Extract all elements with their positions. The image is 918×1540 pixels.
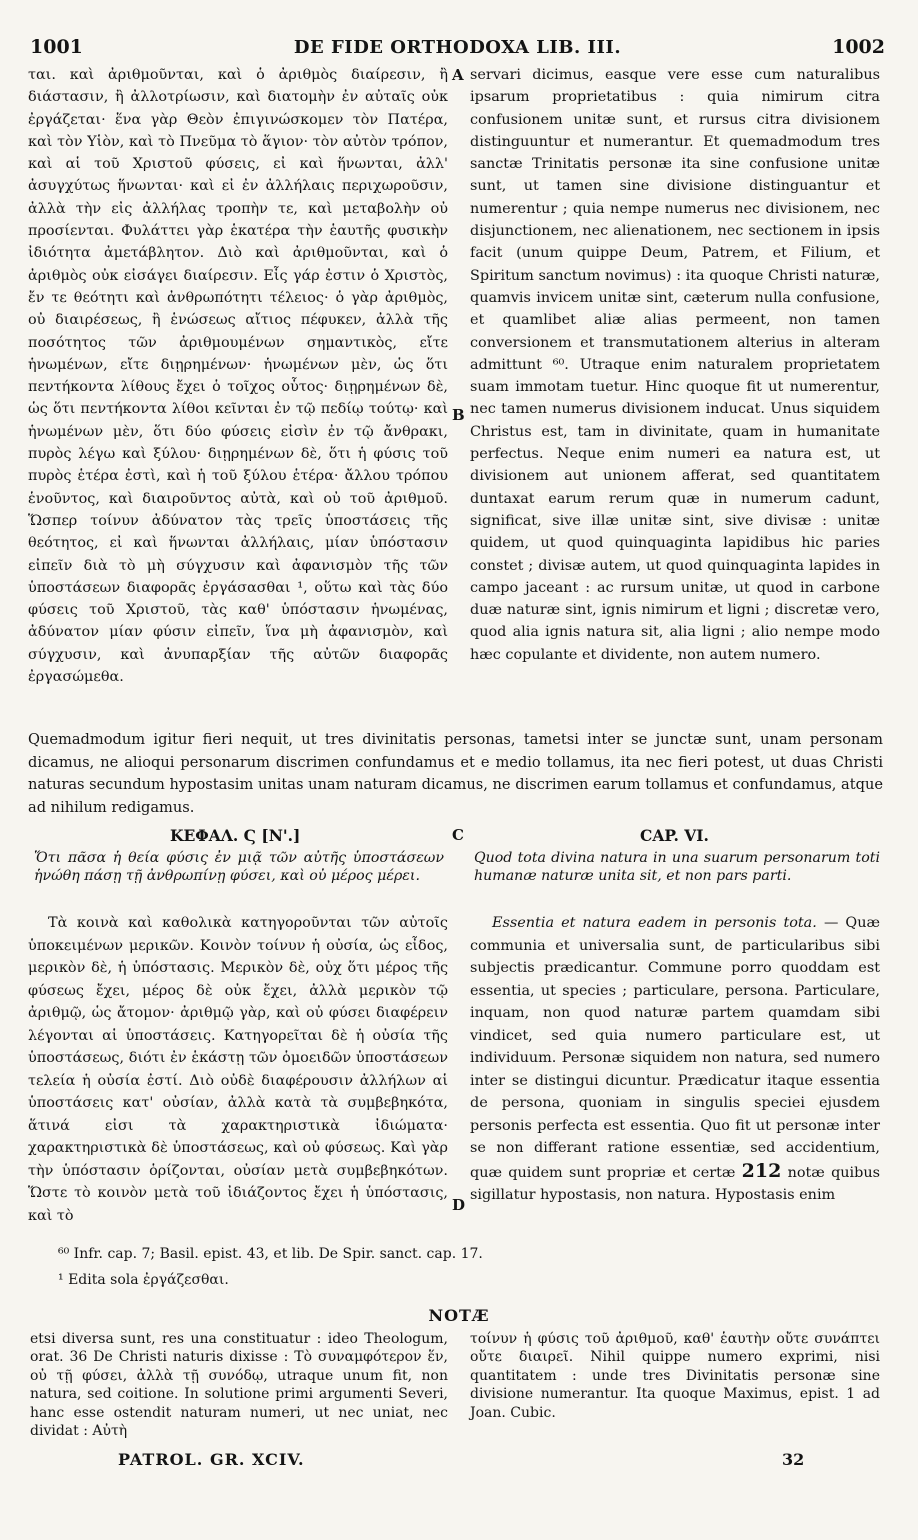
- right-page-number: 1002: [832, 36, 885, 58]
- latin-column-top: servari dicimus, easque vere esse cum naturalibus ipsarum proprietatibus : quia nimirum citra confusionem unitæ sunt, et rursus citra divisionem distinguuntur et numerantur. Et quemadmodum tres sanctæ Trinitatis personæ ita sine confusione unitæ sunt, ut tamen sine divisione distinguantur et numerentur ; quia nempe numerus nec divisionem, nec disjunctionem, nec alienationem, nec sectionem in ipsis facit (unum quippe Deum, Patrem, et Filium, et Spiritum sanctum novimus) : ita quoque Christi naturæ, quamvis invicem unitæ sint, cæterum nulla confusione, et quamlibet aliæ alias permeent, non tamen conversionem et transmutationem alterius in alteram admittunt ⁶⁰. Utraque enim naturalem proprietatem suam immotam tuetur. Hinc quoque fit ut numerentur, nec tamen numerus divisionem inducat. Unus siquidem Christus est, tam in divinitate, quam in humanitate perfectus. Neque enim numeri ea natura est, ut divisionem aut unionem afferat, sed quantitatem duntaxat earum rerum quæ in numerum cadunt, significat, sive illæ unitæ sint, sive divisæ : unitæ quidem, ut quod quinquaginta lapidibus hic paries constet ; divisæ autem, ut quod quinquaginta lapides in campo jaceant : ac rursum unitæ, ut quod in carbone duæ naturæ sint, ignis nimirum et ligni ; discretæ vero, quod alia ignis natura sit, alia ligni ; alio nempe modo hæc copulante et dividente, non autem numero.: [470, 67, 880, 663]
- latin-wide-paragraph: Quemadmodum igitur fieri nequit, ut tres divinitatis personas, tametsi inter se junctæ sunt, unam personam dicamus, ne alioqui personarum discrimen confundamus et e medio tollamus, ita nec fieri potest, ut duas Christi naturas secundum hypostasim unitas unam naturam dicamus, ne discrimen earum tollamus et confundamus, atque ad nihilum redigamus.: [28, 731, 883, 816]
- margin-marker-d: D: [452, 1196, 466, 1214]
- margin-marker-a: A: [452, 66, 464, 84]
- margin-marker-b: B: [452, 406, 465, 424]
- latin-body-part-b: notæ quibus sigillatur hypostasis, non natura. Hypostasis enim: [470, 1164, 881, 1203]
- running-header: [30, 36, 885, 62]
- greek-column-top: ται. καὶ ἀριθμοῦνται, καὶ ὁ ἀριθμὸς διαίρεσιν, ἢ διάστασιν, ἢ ἀλλοτρίωσιν, καὶ διατομὴν ἐν αὐταῖς οὐκ ἐργάζεται· ἕνα γὰρ Θεὸν ἐπιγινώσκομεν τὸν Πατέρα, καὶ τὸν Υἱὸν, καὶ τὸ Πνεῦμα τὸ ἅγιον· τὸν αὐτὸν τρόπον, καὶ αἱ τοῦ Χριστοῦ φύσεις, εἰ καὶ ἥνωνται, ἀλλ' ἀσυγχύτως ἥνωνται· καὶ εἰ ἐν ἀλλήλαις περιχωροῦσιν, ἀλλὰ τὴν εἰς ἀλλήλας τροπὴν τε, καὶ μεταβολὴν οὐ προσίενται. Φυλάττει γὰρ ἑκατέρα τὴν ἑαυτῆς φυσικὴν ἰδιότητα ἀμετάβλητον. Διὸ καὶ ἀριθμοῦνται, καὶ ὁ ἀριθμὸς οὐκ εἰσάγει διαίρεσιν. Εἷς γάρ ἐστιν ὁ Χριστὸς, ἔν τε θεότητι καὶ ἀνθρωπότητι τέλειος· ὁ γὰρ ἀριθμὸς, οὐ διαιρέσεως, ἢ ἑνώσεως αἴτιος πέφυκεν, ἀλλὰ τῆς ποσότητος τῶν ἀριθμουμένων σημαντικὸς, εἴτε ἡνωμένων, εἴτε διῃρημένων· ἡνωμένων μὲν, ὡς ὅτι πεντήκοντα λίθους ἔχει ὁ τοῖχος οὗτος· διῃρημένων δὲ, ὡς ὅτι πεντήκοντα λίθοι κεῖνται ἐν τῷ πεδίῳ τούτῳ· καὶ ἡνωμένων μὲν, ὅτι δύο φύσεις εἰσὶν ἐν τῷ ἄνθρακι, πυρὸς λέγω καὶ ξύλου· διῃρημένων δὲ, ὅτι ἡ φύσις τοῦ πυρὸς ἑτέρα ἐστὶ, καὶ ἡ τοῦ ξύλου ἑτέρα· ἄλλου τρόπου ἑνοῦντος, καὶ διαιροῦντος αὐτὰ, καὶ οὐ τοῦ ἀριθμοῦ. Ὥσπερ τοίνυν ἀδύνατον τὰς τρεῖς ὑποστάσεις τῆς θεότητος, εἰ καὶ ἥνωνται ἀλλήλαις, μίαν ὑπόστασιν εἰπεῖν διὰ τὸ μὴ σύγχυσιν καὶ ἀφανισμὸν τῆς τῶν ὑποστάσεων διαφορᾶς ἐργάσασθαι ¹, οὕτω καὶ τὰς δύο φύσεις τοῦ Χριστοῦ, τὰς καθ' ὑπόστασιν ἡνωμένας, ἀδύνατον μίαν φύσιν εἰπεῖν, ἵνα μὴ ἀφανισμὸν, καὶ σύγχυσιν, καὶ ἀνυπαρξίαν τῆς αὐτῶν διαφορᾶς ἐργασώμεθα.: [28, 67, 448, 686]
- footnote-60: ⁶⁰ Infr. cap. 7; Basil. epist. 43, et lib. De Spir. sanct. cap. 17.: [58, 1246, 483, 1262]
- running-title: DE FIDE ORTHODOXA LIB. III.: [293, 37, 622, 58]
- sheet-number: 32: [782, 1450, 805, 1469]
- footnote-1: ¹ Edita sola ἐργάζεσθαι.: [58, 1272, 229, 1288]
- greek-chapter-title: Ὅτι πᾶσα ἡ θεία φύσις ἐν μιᾷ τῶν αὐτῆς ὑποστάσεων ἡνώθη πάσῃ τῇ ἀνθρωπίνῃ φύσει, καὶ οὐ μέρος μέρει.: [34, 850, 444, 884]
- latin-chapter-body: [470, 912, 880, 1207]
- greek-chapter-heading: ΚΕΦΑΛ. Ϛ [Ν'.]: [170, 826, 301, 845]
- margin-marker-c: C: [452, 826, 464, 844]
- latin-chapter-subtitle: Essentia et natura eadem in personis tota.: [492, 915, 817, 931]
- notes-left-column: etsi diversa sunt, res una constituatur : ideo Theologum, orat. 36 De Christi naturis dixisse : Τὸ συναμφότερον ἕν, οὐ τῇ φύσει, ἀλλὰ τῇ συνόδῳ, utraque unum fit, non natura, sed coitione. In solutione primi argumenti Severi, hanc esse ostendit naturam numeri, ut nec uniat, nec dividat : Αὐτὴ: [30, 1331, 448, 1440]
- left-page-number: 1001: [30, 36, 83, 58]
- greek-chapter-body: Τὰ κοινὰ καὶ καθολικὰ κατηγοροῦνται τῶν αὐτοῖς ὑποκειμένων μερικῶν. Κοινὸν τοίνυν ἡ οὐσία, ὡς εἶδος, μερικὸν δὲ, ἡ ὑπόστασις. Μερικὸν δὲ, οὐχ ὅτι μέρος τῆς φύσεως ἔχει, μέρος δὲ οὐκ ἔχει, ἀλλὰ μερικὸν τῷ ἀριθμῷ, ὡς ἄτομον· ἀριθμῷ γὰρ, καὶ οὐ φύσει διαφέρειν λέγονται αἱ ὑποστάσεις. Κατηγορεῖται δὲ ἡ οὐσία τῆς ὑποστάσεως, διότι ἐν ἑκάστῃ τῶν ὁμοειδῶν ὑποστάσεων τελεία ἡ οὐσία ἐστί. Διὸ οὐδὲ διαφέρουσιν ἀλλήλων αἱ ὑποστάσεις κατ' οὐσίαν, ἀλλὰ κατὰ τὰ συμβεβηκότα, ἅτινά εἰσι τὰ χαρακτηριστικὰ ἰδιώματα· χαρακτηριστικὰ δὲ ὑποστάσεως, καὶ οὐ φύσεως. Καὶ γὰρ τὴν ὑπόστασιν ὁρίζονται, οὐσίαν μετὰ συμβεβηκότων. Ὥστε τὸ κοινὸν μετὰ τοῦ ἰδιάζοντος ἔχει ἡ ὑπόστασις, καὶ τὸ: [28, 915, 448, 1224]
- sheet-signature: PATROL. GR. XCIV.: [118, 1450, 305, 1469]
- latin-chapter-heading: CAP. VI.: [640, 826, 709, 845]
- notes-right-column: τοίνυν ἡ φύσις τοῦ ἀριθμοῦ, καθ' ἑαυτὴν οὔτε συνάπτει οὔτε διαιρεῖ. Nihil quippe numero exprimi, nisi quantitatem : unde tres Divinitatis personæ sine divisione numerantur. Ita quoque Maximus, epist. 1 ad Joan. Cubic.: [470, 1331, 880, 1421]
- latin-chapter-title: Quod tota divina natura in una suarum personarum toti humanæ naturæ unita sit, et non pars parti.: [474, 850, 880, 884]
- column-number: 212: [741, 1159, 782, 1182]
- latin-body-part-a: — Quæ communia et universalia sunt, de particularibus sibi subjectis prædicantur. Commune porro quoddam est essentia, ut species ; particulare, persona. Particulare, inquam, non quod naturæ partem quamdam sibi vindicet, sed quia numero particulare est, ut individuum. Personæ siquidem non natura, sed numero inter se distingui dicuntur. Prædicatur itaque essentia de persona, quoniam in singulis speciei ejusdem personis perfecta est essentia. Quo fit ut personæ inter se non differant ratione essentiæ, sed accidentium, quæ quidem sunt propriæ et certæ: [470, 915, 881, 1181]
- notes-heading: NOTÆ: [428, 1306, 490, 1325]
